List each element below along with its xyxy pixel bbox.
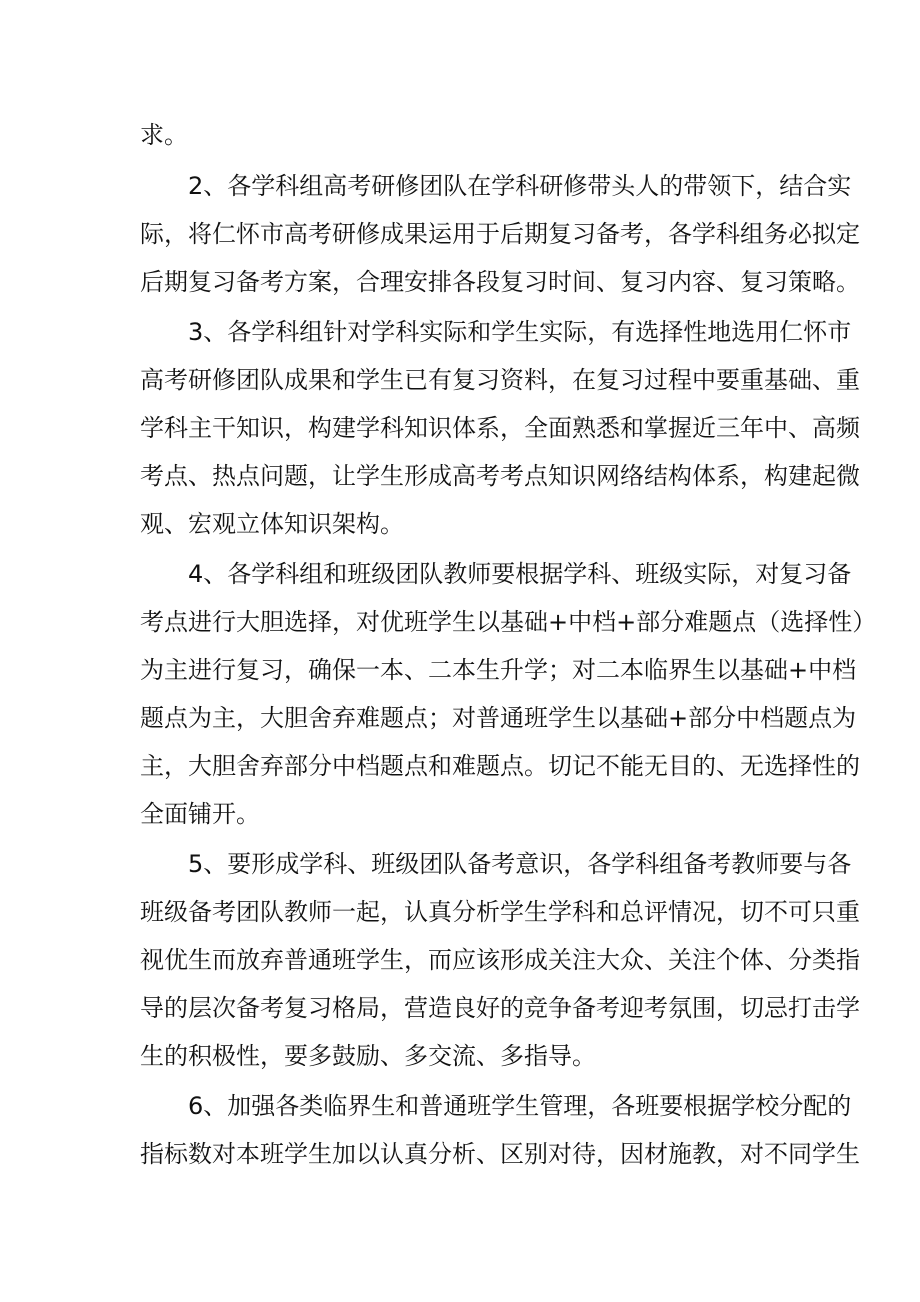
paragraph-4-line-4: 题点为主，大胆舍弃难题点；对普通班学生以基础+部分中档题点为: [140, 704, 857, 732]
paragraph-5-line-1: 5、要形成学科、班级团队备考意识，各学科组备考教师要与各: [188, 850, 852, 878]
paragraph-6-line-1: 6、加强各类临界生和普通班学生管理，各班要根据学校分配的: [188, 1092, 852, 1120]
paragraph-3-line-3: 学科主干知识，构建学科知识体系，全面熟悉和掌握近三年中、高频: [140, 414, 860, 442]
paragraph-4-line-3: 为主进行复习，确保一本、二本生升学；对二本临界生以基础+中档: [140, 656, 857, 684]
paragraph-3-line-5: 观、宏观立体知识架构。: [140, 510, 404, 538]
paragraph-5-line-2: 班级备考团队教师一起，认真分析学生学科和总评情况，切不可只重: [140, 898, 860, 926]
paragraph-6-line-2: 指标数对本班学生加以认真分析、区别对待，因材施教，对不同学生: [140, 1140, 860, 1168]
paragraph-4-line-1: 4、各学科组和班级团队教师要根据学科、班级实际，对复习备: [188, 560, 852, 588]
paragraph-4-line-2: 考点进行大胆选择，对优班学生以基础+中档+部分难题点（选择性）: [140, 608, 877, 636]
paragraph-2-line-3: 后期复习备考方案，合理安排各段复习时间、复习内容、复习策略。: [140, 268, 860, 296]
paragraph-3-line-1: 3、各学科组针对学科实际和学生实际，有选择性地选用仁怀市: [188, 318, 852, 346]
paragraph-2-line-1: 2、各学科组高考研修团队在学科研修带头人的带领下，结合实: [188, 172, 852, 200]
paragraph-5-line-3: 视优生而放弃普通班学生，而应该形成关注大众、关注个体、分类指: [140, 946, 860, 974]
paragraph-1-line-1: 求。: [140, 121, 188, 149]
paragraph-5-line-5: 生的积极性，要多鼓励、多交流、多指导。: [140, 1042, 596, 1070]
paragraph-5-line-4: 导的层次备考复习格局，营造良好的竞争备考迎考氛围，切忌打击学: [140, 994, 860, 1022]
paragraph-4-line-6: 全面铺开。: [140, 800, 260, 828]
paragraph-4-line-5: 主，大胆舍弃部分中档题点和难题点。切记不能无目的、无选择性的: [140, 752, 860, 780]
paragraph-3-line-4: 考点、热点问题，让学生形成高考考点知识网络结构体系，构建起微: [140, 462, 860, 490]
paragraph-3-line-2: 高考研修团队成果和学生已有复习资料，在复习过程中要重基础、重: [140, 366, 860, 394]
paragraph-2-line-2: 际，将仁怀市高考研修成果运用于后期复习备考，各学科组务必拟定: [140, 220, 860, 248]
